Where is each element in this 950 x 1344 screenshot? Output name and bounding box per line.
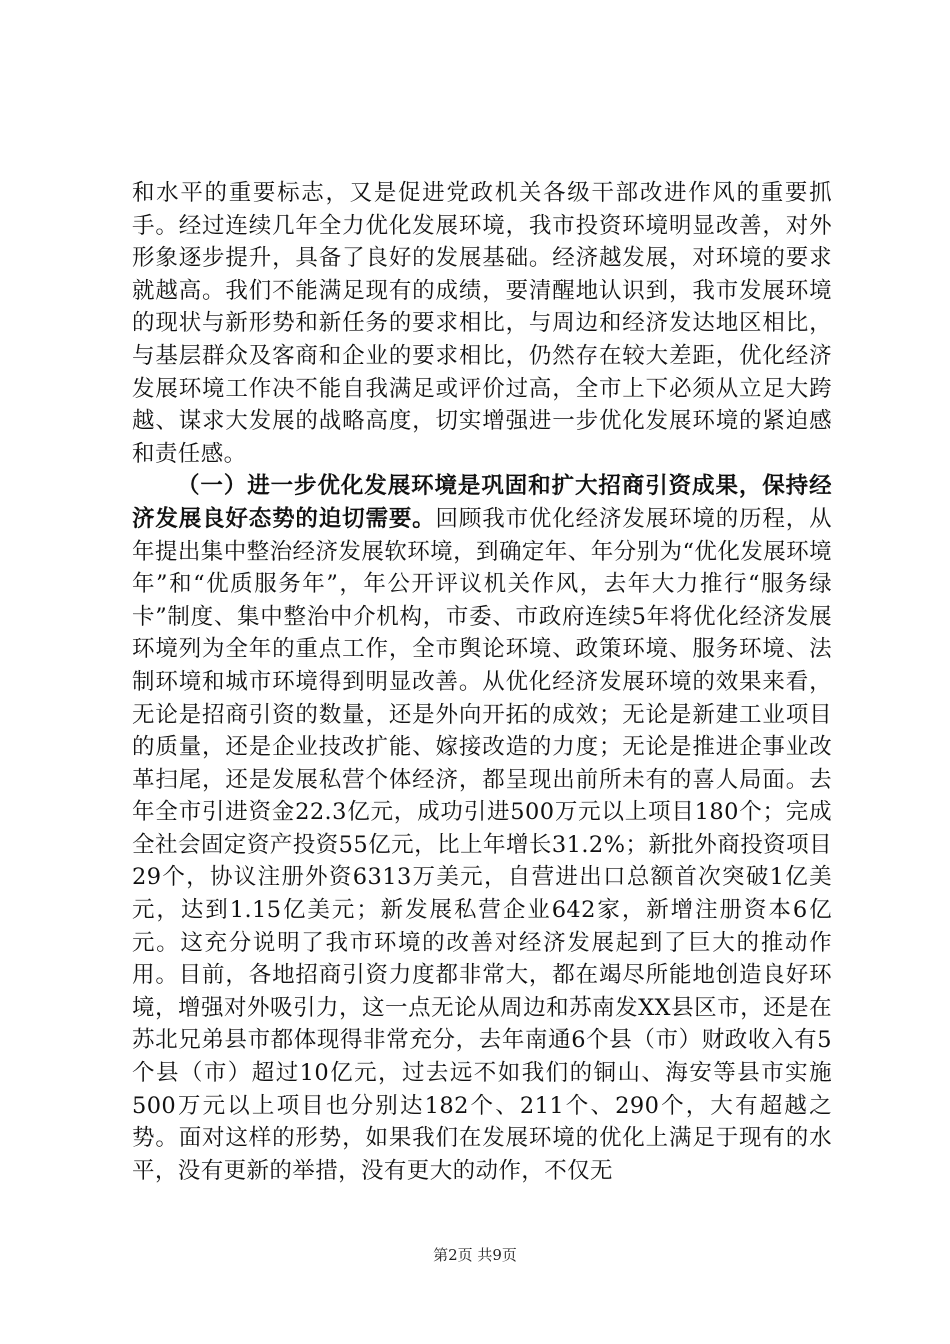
page-footer: 第2页 共9页 [433, 1246, 517, 1264]
section-body: 回顾我市优化经济发展环境的历程，从年提出集中整治经济发展软环境，到确定年、年分别为“优化发展环境年”和“优质服务年”，年公开评议机关作风，去年大力推行“服务绿卡”制度、集中整治中介机构，市委、市政府连续5年将优化经济发展环境列为全年的重点工作，全市舆论环境、政策环境、服务环境、法制环境和城市环境得到明显改善。从优化经济发展环境的效果来看，无论是招商引资的数量，还是外向开拓的成效；无论是新建工业项目的质量，还是企业技改扩能、嫁接改造的力度；无论是推进企事业改革扫尾，还是发展私营个体经济，都呈现出前所未有的喜人局面。去年全市引进资金22.3亿元，成功引进500万元以上项目180个；完成全社会固定资产投资55亿元，比上年增长31.2%；新批外商投资项目29个，协议注册外资6313万美元，自营进出口总额首次突破1亿美元，达到1.15亿美元；新发展私营企业642家，新增注册资本6亿元。这充分说明了我市环境的改善对经济发展起到了巨大的推动作用。目前，各地招商引资力度都非常大，都在竭尽所能地创造良好环境，增强对外吸引力，这一点无论从周边和苏南发XX县区市，还是在苏北兄弟县市都体现得非常充分，去年南通6个县（市）财政收入有5个县（市）超过10亿元，过去远不如我们的铜山、海安等县市实施500万元以上项目也分别达182个、211个、290个，大有超越之势。面对这样的形势，如果我们在发展环境的优化上满足于现有的水平，没有更新的举措，没有更大的动作，不仅无 [132, 505, 832, 1184]
paragraph-continuation: 和水平的重要标志，又是促进党政机关各级干部改进作风的重要抓手。经过连续几年全力优化发展环境，我市投资环境明显改善，对外形象逐步提升，具备了良好的发展基础。经济越发展，对环境的要求就越高。我们不能满足现有的成绩，要清醒地认识到，我市发展环境的现状与新形势和新任务的要求相比，与周边和经济发达地区相比，与基层群众及客商和企业的要求相比，仍然存在较大差距，优化经济发展环境工作决不能自我满足或评价过高，全市上下必须从立足大跨越、谋求大发展的战略高度，切实增强进一步优化发展环境的紧迫感和责任感。 [132, 180, 832, 467]
document-body [132, 177, 832, 1187]
section-heading: （一）进一步优化发展环境是巩固和扩大招商引资成果，保持经济发展良好态势的迫切需要。 [132, 473, 832, 532]
paragraph-section-one [132, 470, 832, 1187]
